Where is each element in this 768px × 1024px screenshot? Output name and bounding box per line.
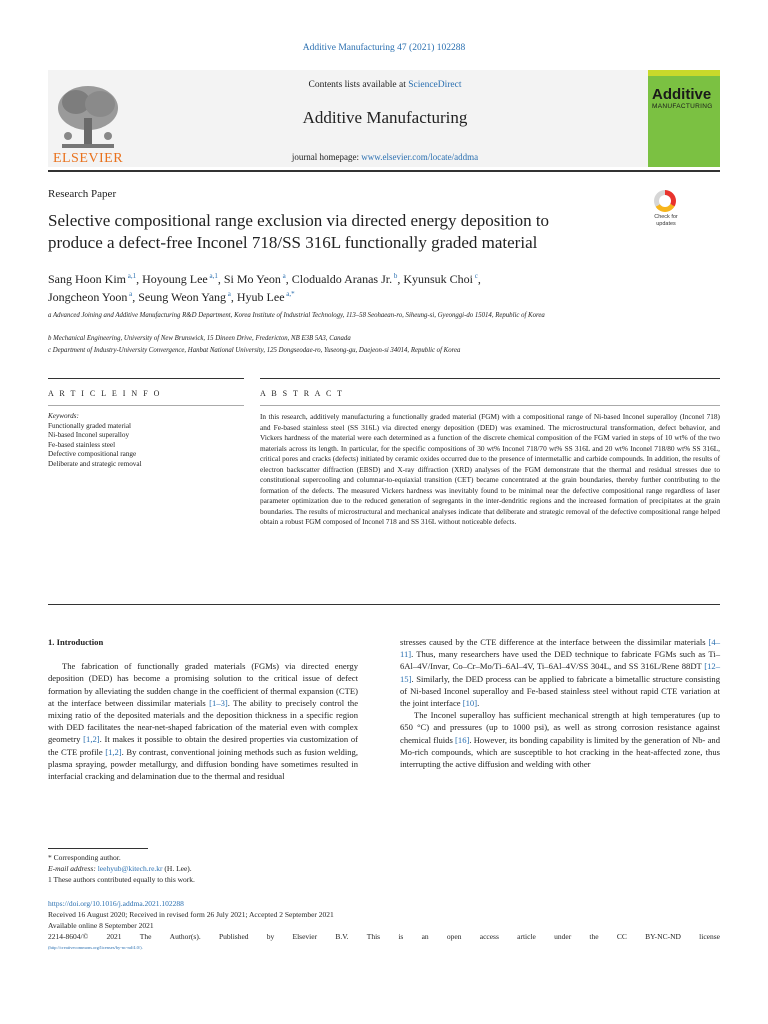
license-word: article <box>517 932 536 941</box>
author-affiliation-marker[interactable]: a,1 <box>126 272 137 280</box>
license-word: CC <box>616 932 627 941</box>
intro-text: . Thus, many researchers have used the DED technique to fabricate FGMs such as Ti–6Al–4V/Invar, Co–Cr–Mo/Ti–6Al–4V, Ti–6Al–4V/SS 304L, and SS 316L/Rene 88DT <box>400 649 720 672</box>
license-word: the <box>589 932 599 941</box>
citation-link[interactable]: [16] <box>455 734 470 745</box>
authors-line-1: Sang Hoon Kim $^{a,1}$, Hoyoung Lee $^{a,1}$, Si Mo Yeon $^a$, Clodualdo Aranas Jr. $^b$, Kyunsuk Choi $^c$, <box>48 272 481 286</box>
author-affiliation-marker[interactable]: b <box>392 272 398 280</box>
author-name[interactable]: Si Mo Yeon <box>223 272 281 286</box>
intro-text: The Inconel superalloy has sufficient mechanical strength at high temperatures (up to 650 °C) and pressures (up to 1000 psi), as well as strong corrosion resistance against chemical fluids <box>400 710 720 745</box>
affiliation-b: b Mechanical Engineering, University of New Brunswick, 15 Dineen Drive, Fredericton, NB E3B 5A3, Canada <box>48 335 351 342</box>
journal-reference-link[interactable]: Additive Manufacturing 47 (2021) 102288 <box>302 43 466 53</box>
author-name[interactable]: Hoyoung Lee <box>142 272 208 286</box>
author-name[interactable]: Seung Weon Yang <box>138 290 227 304</box>
intro-paragraph-1-continued <box>400 636 720 709</box>
check-for-updates-button[interactable] <box>644 190 688 240</box>
article-info-heading: A R T I C L E I N F O <box>48 389 162 398</box>
paper-title-line-2: produce a defect-free Inconel 718/SS 316L functionally graded material <box>48 233 538 252</box>
abstract-text: In this research, additively manufacturing a functionally graded material (FGM) with a compositional range of Ni-based Inconel superalloy (Inconel 718) and Fe-based stainless steel (SS 316L) via directed energy deposition (DED) was examined. The microstructural transformation, defect behavior, and Vickers hardness of the material were each determined as a function of the discrete chemical composition of the FGM varied in steps of 10 wt% of the two materials across its length. In particular, for the specific compositions of 30 wt% Inconel 718/70 wt% SS 316L and 20 wt% Inconel 718/80 wt% SS 316L, critical pores and cracks (defects) initiated by ceramic oxides occurred due to the presence of intermetallic and carbide compounds. In addition, the results of electron backscatter diffraction (EBSD) and X-ray diffraction (XRD) analyses of the FGM demonstrate that the thermal and residual stresses due to constitutional supercooling and columnar-to-equiaxial transition (CET) became concentrated at the grain boundaries, thereby further contributing to the formation of the defects. The measured Vickers hardness was inevitably found to be minimal near the defective compositional range regardless of laser parameter optimization due to the reduced generation of segregants in the inter-dendritic regions and the increased formation of precipitates at the grain boundaries. The results of microstructural and mechanical analyses indicate that deliberate and strategic removal of the defective compositional range helped obtain a robust FGM composed of Inconel 718 and SS 316L without noticeable defects. <box>260 412 720 526</box>
homepage-label: journal homepage: <box>291 152 362 162</box>
check-updates-label <box>644 214 688 227</box>
abstract-top-rule <box>260 378 720 379</box>
author-affiliation-marker[interactable]: c <box>473 272 478 280</box>
author-name[interactable]: Hyub Lee <box>236 290 285 304</box>
article-info-top-rule <box>48 378 244 379</box>
check-updates-label-line-2: updates <box>656 220 676 227</box>
check-updates-label-line-1: Check for <box>654 214 678 220</box>
journal-cover-thumbnail[interactable] <box>648 70 720 167</box>
body-column-right <box>400 636 720 770</box>
keyword-item: Defective compositional range <box>48 450 137 458</box>
license-word: B.V. <box>335 932 349 941</box>
author-name[interactable]: Clodualdo Aranas Jr. <box>291 272 393 286</box>
contents-prefix: Contents lists available at <box>308 80 409 90</box>
intro-text: . It makes it possible to obtain the desired properties via customization of the CTE profile <box>48 734 358 757</box>
license-statement <box>48 931 720 942</box>
contents-available-line <box>140 80 630 90</box>
check-updates-icon <box>654 190 676 212</box>
keyword-item: Fe-based stainless steel <box>48 440 116 449</box>
doi-link[interactable]: https://doi.org/10.1016/j.addma.2021.102288 <box>48 899 184 908</box>
cover-top-band <box>648 70 720 76</box>
intro-text: stresses caused by the CTE difference at the interface between the dissimilar materials <box>400 637 709 647</box>
abstract-heading: A B S T R A C T <box>260 389 345 398</box>
cover-subtitle: MANUFACTURING <box>652 103 713 110</box>
cover-title: Additive <box>652 86 712 103</box>
header-divider <box>48 170 720 172</box>
intro-text: . However, its bonding capability is limited by the generation of Nb- and Mo-rich compounds, which are susceptible to hot cracking in the heat-affected zone, thus interrupting the active diffusion and welding with other <box>400 734 720 770</box>
author-affiliation-marker[interactable]: a <box>280 272 286 280</box>
license-word: Elsevier <box>292 932 318 941</box>
homepage-link[interactable]: www.elsevier.com/locate/addma <box>361 152 479 162</box>
journal-title: Additive Manufacturing <box>302 108 468 127</box>
license-word: access <box>479 932 499 941</box>
license-word: open <box>446 932 462 941</box>
email-link[interactable]: leehyub@kitech.re.kr <box>97 864 163 873</box>
author-name[interactable]: Jongcheon Yoon <box>48 290 128 304</box>
footnotes <box>48 852 448 885</box>
keyword-item: Deliberate and strategic removal <box>48 459 142 468</box>
abstract-bottom-rule <box>48 604 720 605</box>
section-heading-introduction: 1. Introduction <box>48 637 104 647</box>
citation-link[interactable]: [12–15] <box>400 661 720 684</box>
license-word: under <box>554 932 572 941</box>
email-note <box>48 863 448 874</box>
elsevier-wordmark: ELSEVIER <box>52 151 124 166</box>
received-dates: Received 16 August 2020; Received in revised form 26 July 2021; Accepted 2 September 2021 <box>48 910 334 919</box>
citation-link[interactable]: [4–11] <box>400 637 720 660</box>
license-word: 2214-8604/© <box>48 932 89 941</box>
keyword-item: Ni-based Inconel superalloy <box>48 431 130 439</box>
author-affiliation-marker[interactable]: a <box>226 290 231 298</box>
license-word: BY-NC-ND <box>645 932 681 941</box>
abstract-sub-rule <box>260 405 720 406</box>
intro-text: . By contrast, conventional joining methods such as fusion welding, plasma spraying, powder metallurgy, and diffusion bonding have sometimes resulted in interfacial cracking and delamination due to the thermal and residual <box>48 746 358 782</box>
author-name[interactable]: Kyunsuk Choi <box>403 272 474 286</box>
license-word: license <box>699 932 720 941</box>
article-type: Research Paper <box>48 188 117 200</box>
intro-text: . The ability to precisely control the mixing ratio of the deposited materials and the deposition thickness in a specific region with DED facilitates the near-net-shaped fabrication of the material even with complex geometry <box>48 697 359 745</box>
citation-link[interactable]: [1,2] <box>83 734 100 745</box>
license-word: an <box>421 932 429 941</box>
corresponding-author-note: * Corresponding author. <box>48 853 121 862</box>
license-word: by <box>266 932 275 941</box>
license-word: is <box>398 932 404 941</box>
affiliation-c: c Department of Industry-University Convergence, Hanbat National University, 125 Dongseodae-ro, Yuseong-gu, Daejeon-si 34014, Republic of Korea <box>48 347 461 354</box>
license-word: The <box>139 932 152 941</box>
affiliation-a: a Advanced Joining and Additive Manufacturing R&D Department, Korea Institute of Industrial Technology, 113–58 Seohaean-ro, Siheung-si, Gyeonggi-do 15014, Republic of Korea <box>48 312 545 319</box>
license-word: Author(s). <box>169 932 201 941</box>
citation-link[interactable]: [1–3] <box>209 697 228 708</box>
body-column-left <box>48 636 358 782</box>
license-word: 2021 <box>106 932 122 941</box>
keywords-label: Keywords: <box>48 412 79 420</box>
intro-text: . <box>477 698 480 709</box>
author-affiliation-marker[interactable]: a,* <box>284 290 295 298</box>
intro-paragraph-1 <box>48 660 358 782</box>
available-online-date: Available online 8 September 2021 <box>48 921 154 930</box>
email-suffix: (H. Lee). <box>162 864 192 873</box>
license-word: This <box>366 932 381 941</box>
license-url-link[interactable]: (http://creativecommons.org/licenses/by-nc-nd/4.0/). <box>48 945 143 950</box>
article-metadata <box>48 898 720 953</box>
intro-text: The fabrication of functionally graded materials (FGMs) via directed energy deposition (DED) has become a promising solution to the critical issue of defect formation by alleviating the sudden change in the coefficient of thermal expansion (CTE) at the interface between dissimilar materials <box>48 661 358 708</box>
journal-homepage-line <box>140 152 630 162</box>
author-affiliation-marker[interactable]: a,1 <box>207 272 218 280</box>
intro-paragraph-2 <box>400 709 720 770</box>
author-name[interactable]: Sang Hoon Kim <box>48 272 126 286</box>
equal-contribution-note: 1 These authors contributed equally to this work. <box>48 875 195 884</box>
sciencedirect-link[interactable]: ScienceDirect <box>408 80 462 90</box>
email-label: E-mail address: <box>48 864 98 873</box>
paper-title-line-1: Selective compositional range exclusion via directed energy deposition to <box>48 211 550 230</box>
footnote-rule <box>48 848 148 849</box>
authors-line-2: Jongcheon Yoon $^a$, Seung Weon Yang $^a$, Hyub Lee $^{a,*}$ <box>48 290 295 304</box>
license-word: Published <box>218 932 249 941</box>
keywords-block <box>48 412 244 469</box>
citation-link[interactable]: [10] <box>462 698 478 709</box>
citation-link[interactable]: [1,2] <box>105 746 122 757</box>
paper-title <box>48 210 648 254</box>
intro-text: . Similarly, the DED process can be applied to fabricate a bimetallic structure consisting of Ni-based Inconel superalloy and Fe-based stainless steel without rapid CTE variation at the joint interface <box>400 673 720 709</box>
article-info-sub-rule <box>48 405 244 406</box>
author-affiliation-marker[interactable]: a <box>127 290 133 298</box>
keyword-item: Functionally graded material <box>48 421 132 430</box>
